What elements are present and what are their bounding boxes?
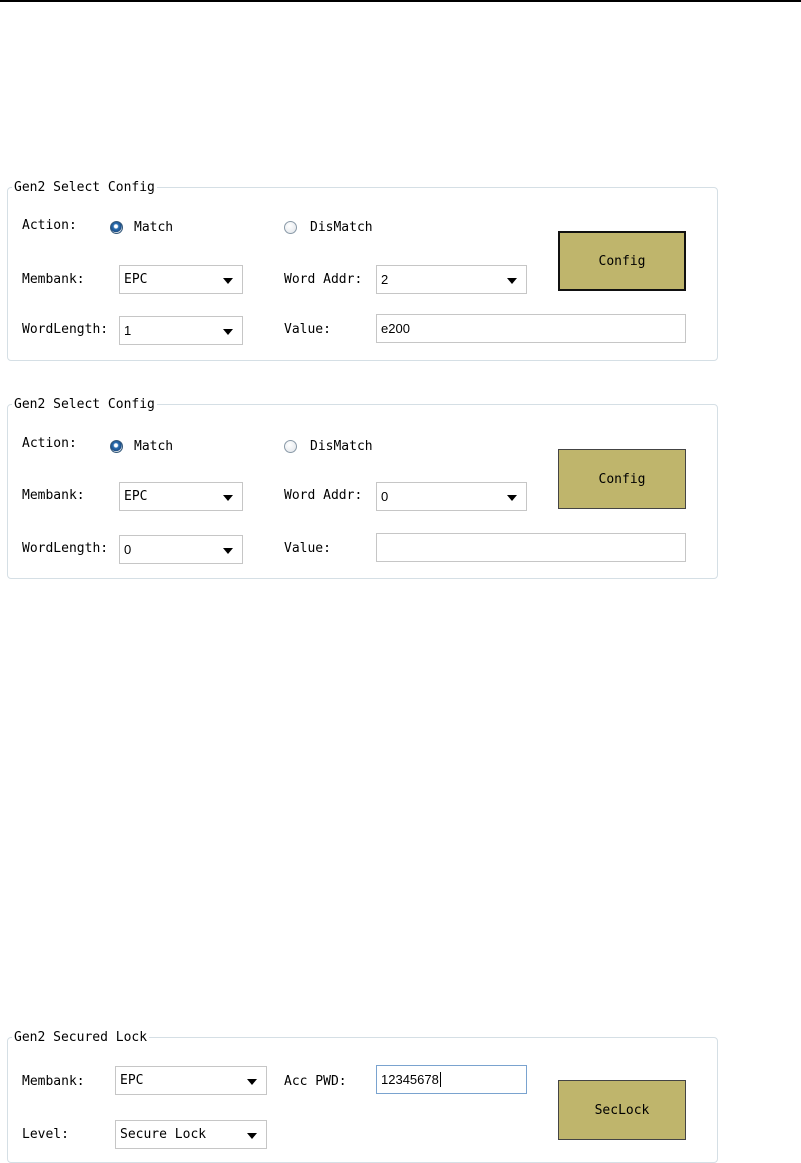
value-input[interactable]: [376, 533, 686, 562]
radio-match-label[interactable]: Match: [134, 439, 174, 454]
acc-pwd-input[interactable]: [376, 1065, 527, 1094]
panel-legend: Gen2 Select Config: [14, 180, 155, 195]
word-length-select[interactable]: [119, 535, 243, 564]
word-addr-select[interactable]: [376, 265, 527, 294]
chevron-down-icon: [247, 1133, 257, 1139]
value-input-text: e200: [381, 321, 410, 336]
level-select-value: Secure Lock: [120, 1127, 207, 1142]
level-select[interactable]: [115, 1120, 267, 1149]
config-button[interactable]: [558, 231, 686, 291]
word-addr-label: Word Addr:: [284, 488, 363, 503]
chevron-down-icon: [247, 1079, 257, 1085]
word-length-select-value: 1: [124, 323, 132, 338]
radio-dismatch-label[interactable]: DisMatch: [310, 439, 373, 454]
membank-select-value: EPC: [124, 489, 148, 504]
config-button[interactable]: [558, 449, 686, 509]
radio-dismatch[interactable]: [284, 221, 297, 234]
panel-legend: Gen2 Select Config: [14, 397, 155, 412]
chevron-down-icon: [507, 495, 517, 501]
seclock-button-label: SecLock: [594, 1102, 650, 1118]
membank-select[interactable]: [115, 1066, 267, 1095]
value-input[interactable]: [376, 314, 686, 343]
chevron-down-icon: [223, 329, 233, 335]
membank-select-value: EPC: [124, 272, 148, 287]
membank-label: Membank:: [22, 272, 85, 287]
word-length-select-value: 0: [124, 542, 132, 557]
membank-select[interactable]: [119, 482, 243, 511]
acc-pwd-label: Acc PWD:: [284, 1074, 347, 1089]
chevron-down-icon: [223, 495, 233, 501]
chevron-down-icon: [223, 278, 233, 284]
membank-label: Membank:: [22, 1074, 85, 1089]
level-label: Level:: [22, 1127, 69, 1142]
value-label: Value:: [284, 322, 331, 337]
membank-select-value: EPC: [120, 1073, 144, 1088]
chevron-down-icon: [223, 548, 233, 554]
radio-dismatch[interactable]: [284, 440, 297, 453]
panel-legend: Gen2 Secured Lock: [14, 1030, 148, 1045]
config-button-label: Config: [598, 471, 646, 487]
radio-dismatch-label[interactable]: DisMatch: [310, 220, 373, 235]
membank-select[interactable]: [119, 265, 243, 294]
action-label: Action:: [22, 218, 77, 233]
config-button-label: Config: [598, 253, 646, 269]
word-addr-select[interactable]: [376, 482, 527, 511]
radio-match[interactable]: [110, 440, 123, 453]
radio-match-label[interactable]: Match: [134, 220, 174, 235]
word-addr-label: Word Addr:: [284, 272, 363, 287]
radio-match[interactable]: [110, 221, 123, 234]
page-top-rule: [0, 0, 801, 2]
word-length-select[interactable]: [119, 316, 243, 345]
acc-pwd-input-text: 12345678: [381, 1072, 439, 1087]
value-label: Value:: [284, 541, 331, 556]
word-addr-select-value: 0: [381, 489, 389, 504]
word-length-label: WordLength:: [22, 541, 109, 556]
word-addr-select-value: 2: [381, 272, 389, 287]
chevron-down-icon: [507, 278, 517, 284]
action-label: Action:: [22, 436, 77, 451]
membank-label: Membank:: [22, 488, 85, 503]
word-length-label: WordLength:: [22, 322, 109, 337]
seclock-button[interactable]: [558, 1080, 686, 1140]
